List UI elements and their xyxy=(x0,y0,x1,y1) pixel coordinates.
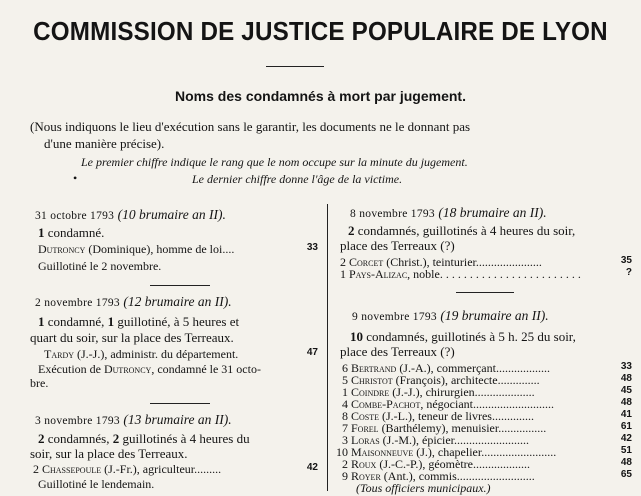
victim-detail: , noble. . . . . . . . . . . . . . . . . . . . . . . . xyxy=(407,267,581,281)
date-text: 8 novembre 1793 xyxy=(350,208,435,220)
count-number: 10 xyxy=(350,329,363,344)
footnote: Guillotiné le 2 novembre. xyxy=(38,259,162,273)
victim-detail: , négociant........................... xyxy=(420,397,554,411)
count-number: 1 xyxy=(107,314,115,329)
victim-age: 47 xyxy=(306,347,318,358)
victim-age: ? xyxy=(625,267,632,278)
count-number: 2 xyxy=(348,223,355,238)
section-date xyxy=(350,205,547,221)
footnote-text: , condamné le 31 octo- xyxy=(151,362,261,376)
section-separator xyxy=(150,403,210,404)
victim-age: 51 xyxy=(620,445,632,456)
title-rule xyxy=(266,66,324,67)
victim-name: Roux xyxy=(351,457,377,471)
footnote-line-2: bre. xyxy=(30,376,49,390)
column-divider xyxy=(327,204,328,491)
victim-detail: (Dominique), homme de loi.... xyxy=(88,242,235,256)
footnote xyxy=(38,362,261,377)
section-date xyxy=(35,412,232,428)
count-line-2: place des Terreaux (?) xyxy=(340,238,455,253)
count-text: condamnés, xyxy=(47,431,110,446)
victim-detail: (J.-A.), commerçant.................. xyxy=(399,361,550,375)
victim-age: 48 xyxy=(620,457,632,468)
victim-entry xyxy=(33,462,318,477)
intro-note-line-2: d'une manière précise). xyxy=(44,136,165,151)
victim-entry xyxy=(44,347,318,362)
count-text: condamné, xyxy=(47,314,105,329)
victim-detail: (Christ.), teinturier...................... xyxy=(386,255,542,269)
victim-detail: (J.-J.), administr. du département. xyxy=(77,347,239,361)
count-line xyxy=(38,431,250,447)
victim-name: Coste xyxy=(351,409,380,423)
count-text: guillotiné, à 5 heures et xyxy=(117,314,240,329)
victim-detail: (J.-M.), épicier......................... xyxy=(382,433,529,447)
victim-rank: 2 xyxy=(342,457,348,471)
victim-name: Maisonneuve xyxy=(351,445,414,459)
section-date xyxy=(35,294,232,310)
date-revolutionary: (10 brumaire an II). xyxy=(117,207,226,222)
date-revolutionary: (19 brumaire an II). xyxy=(440,308,549,323)
victim-age: 33 xyxy=(306,242,318,253)
victim-detail: (François), architecte.............. xyxy=(395,373,540,387)
victim-name: Tardy xyxy=(44,347,74,361)
date-text: 3 novembre 1793 xyxy=(35,415,120,427)
victim-age: 42 xyxy=(306,462,318,473)
date-revolutionary: (18 brumaire an II). xyxy=(438,205,547,220)
victim-name: Forel xyxy=(351,421,379,435)
victim-rank: 5 xyxy=(342,373,348,387)
intro-note-line-1: (Nous indiquons le lieu d'exécution sans le garantir, les documents ne le donnant pas xyxy=(30,119,471,134)
section-separator xyxy=(150,285,210,286)
victim-rank: 2 xyxy=(33,462,39,476)
victim-rank: 7 xyxy=(342,421,348,435)
footnote-text: Exécution de xyxy=(38,362,101,376)
intro-italic-line-2: Le dernier chiffre donne l'âge de la victime. xyxy=(192,172,403,186)
section-date xyxy=(352,308,549,324)
victim-detail: (Ant.), commis.......................... xyxy=(383,469,535,483)
victim-rank: 3 xyxy=(342,433,348,447)
victim-age: 45 xyxy=(620,385,632,396)
intro-italic-line-1: Le premier chiffre indique le rang que le nom occupe sur la minute du jugement. xyxy=(81,155,468,169)
victim-detail: (J.-J.), chirurgien.................... xyxy=(392,385,535,399)
count-text: condamnés, guillotinés à 4 heures du soir, xyxy=(357,223,576,238)
count-line xyxy=(350,329,576,345)
count-line-2: place des Terreaux (?) xyxy=(340,344,455,359)
victim-rank: 2 xyxy=(340,255,346,269)
footnote: (Tous officiers municipaux.) xyxy=(356,481,491,495)
victim-age: 41 xyxy=(620,409,632,420)
victim-age: 65 xyxy=(620,469,632,480)
count-number: 1 xyxy=(38,225,45,240)
date-text: 9 novembre 1793 xyxy=(352,311,437,323)
victim-detail: (J.-C.-P.), géomètre................... xyxy=(379,457,530,471)
section-separator xyxy=(456,292,514,293)
date-revolutionary: (13 brumaire an II). xyxy=(123,412,232,427)
victim-name: Combe-Pachot xyxy=(351,397,421,411)
victim-rank: 1 xyxy=(340,267,346,281)
victim-entry xyxy=(38,242,318,257)
victim-entry xyxy=(340,267,632,282)
victim-name: Bertrand xyxy=(351,361,397,375)
victim-age: 42 xyxy=(620,433,632,444)
bullet-dot: • xyxy=(73,171,78,185)
victim-age: 48 xyxy=(620,397,632,408)
count-text: guillotinés à 4 heures du xyxy=(122,431,250,446)
victim-name: Dutroncy xyxy=(38,242,86,256)
footnote: Guillotiné le lendemain. xyxy=(38,477,155,491)
count-line xyxy=(348,223,575,239)
count-line-2: quart du soir, sur la place des Terreaux. xyxy=(30,330,234,345)
date-text: 2 novembre 1793 xyxy=(35,297,120,309)
victim-age: 48 xyxy=(620,373,632,384)
footnote-name: Dutroncy xyxy=(103,362,152,376)
victim-age: 35 xyxy=(620,255,632,266)
victim-detail: (Barthélemy), menuisier................ xyxy=(381,421,547,435)
victim-name: Corcet xyxy=(349,255,384,269)
victim-rank: 8 xyxy=(342,409,348,423)
victim-name: Pays-Alizac xyxy=(349,267,408,281)
victim-rank: 1 xyxy=(342,385,348,399)
victim-age: 33 xyxy=(620,361,632,372)
count-number: 2 xyxy=(38,431,45,446)
victim-age: 61 xyxy=(620,421,632,432)
count-number: 2 xyxy=(112,431,120,446)
victim-detail: (J.-Fr.), agriculteur......... xyxy=(104,462,222,476)
victim-name: Chassepoule xyxy=(42,462,102,476)
victim-rank: 4 xyxy=(342,397,348,411)
date-revolutionary: (12 brumaire an II). xyxy=(123,294,232,309)
page-subtitle: Noms des condamnés à mort par jugement. xyxy=(175,88,466,104)
count-line xyxy=(38,225,104,241)
victim-rank: 6 xyxy=(342,361,348,375)
victim-rank: 9 xyxy=(342,469,348,483)
victim-detail: (J.), chapelier......................... xyxy=(416,445,557,459)
victim-name: Royer xyxy=(351,469,381,483)
count-text: condamnés, guillotinés à 5 h. 25 du soir, xyxy=(366,329,576,344)
victim-name: Coindre xyxy=(351,385,390,399)
victim-name: Loras xyxy=(351,433,380,447)
page-title: COMMISSION DE JUSTICE POPULAIRE DE LYON xyxy=(33,16,608,46)
victim-rank: 10 xyxy=(336,445,348,459)
date-text: 31 octobre 1793 xyxy=(35,210,115,222)
count-line-2: soir, sur la place des Terreaux. xyxy=(30,446,188,461)
victim-detail: (J.-L.), teneur de livres.............. xyxy=(382,409,534,423)
count-text: condamné. xyxy=(47,225,105,240)
victim-name: Christot xyxy=(351,373,393,387)
section-date xyxy=(35,207,226,223)
count-line xyxy=(38,314,239,330)
count-number: 1 xyxy=(38,314,45,329)
